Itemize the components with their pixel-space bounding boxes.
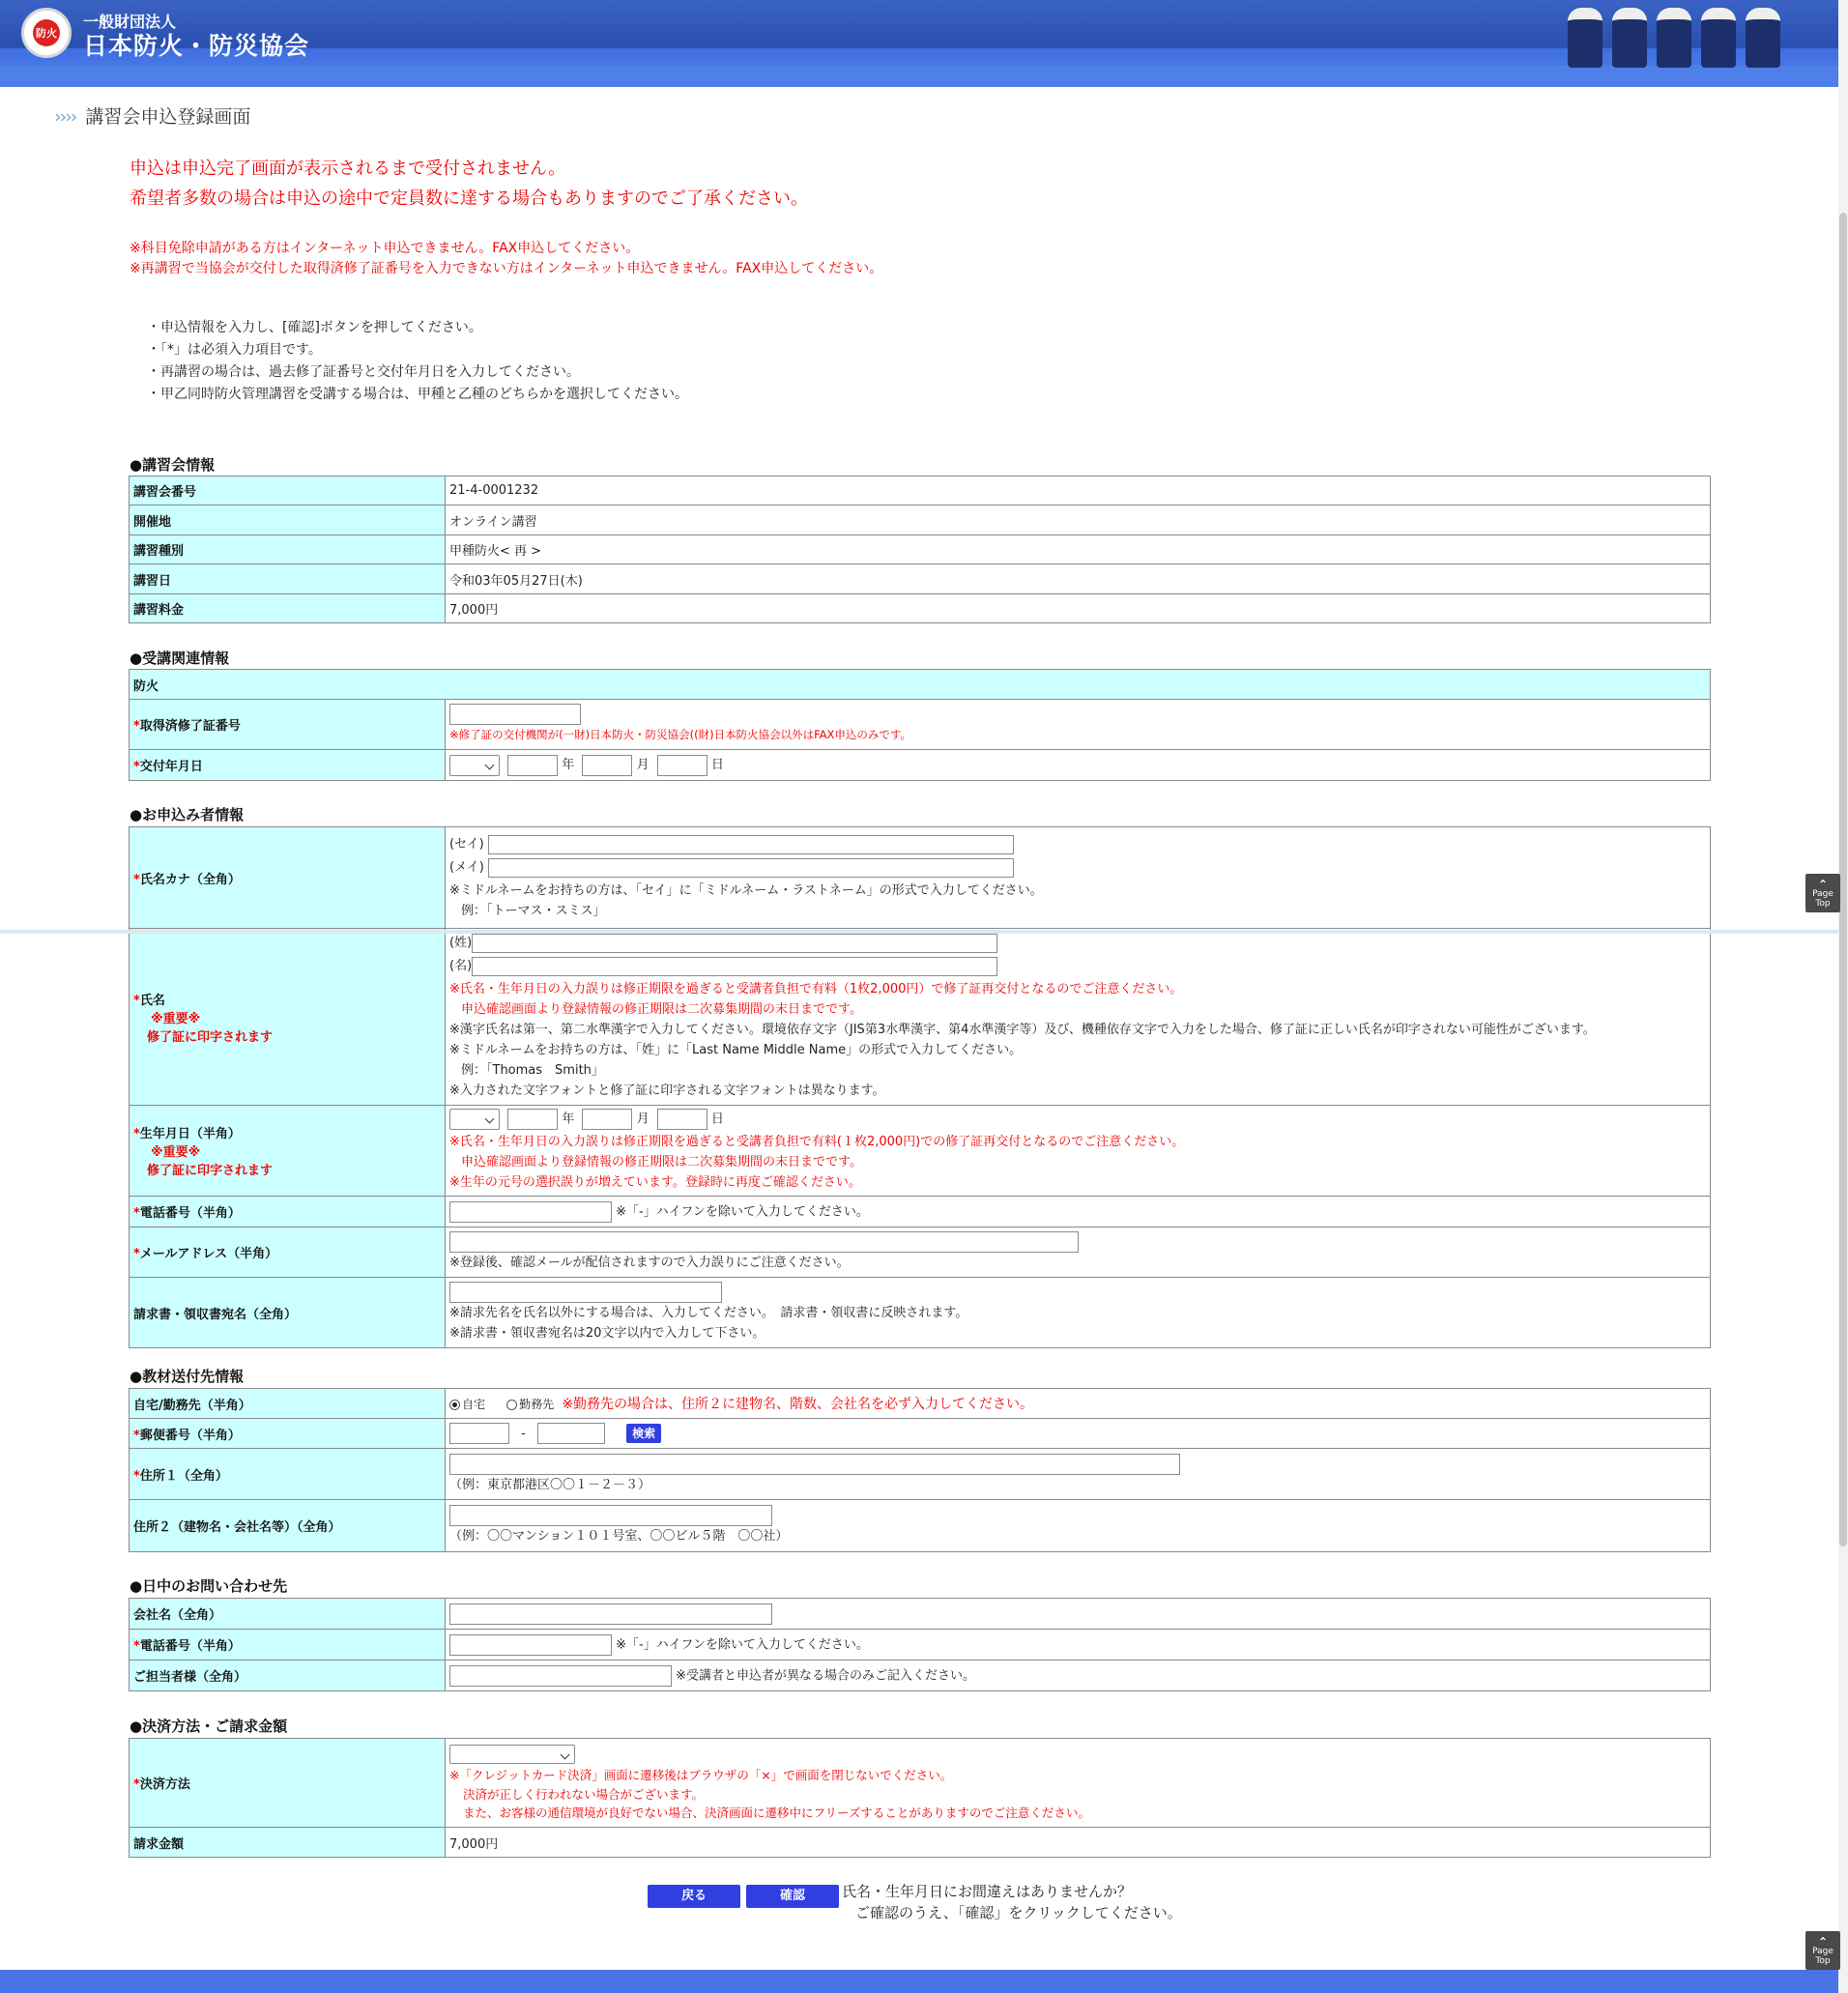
- required-mark: *: [133, 1468, 140, 1484]
- name-mei-label: (名): [449, 959, 473, 973]
- up-arrow-icon: ⌃: [1817, 878, 1829, 891]
- required-mark: *: [133, 872, 140, 887]
- address1-label: [130, 1449, 446, 1500]
- birth-day-input[interactable]: [657, 1109, 707, 1130]
- table-row: [130, 1739, 1711, 1828]
- work-radio-label[interactable]: 勤務先: [519, 1398, 555, 1411]
- name-sei-row: [449, 933, 1706, 956]
- birth-note-2: 申込確認画面より登録情報の修正期限は二次募集期間の末日までです。: [461, 1155, 862, 1170]
- table-row: [130, 1599, 1711, 1630]
- screenshot-seam: [0, 930, 1838, 934]
- table-row: [130, 700, 1711, 750]
- invoice-name-input[interactable]: [449, 1282, 722, 1303]
- company-input[interactable]: [449, 1603, 772, 1625]
- email-label: [130, 1228, 446, 1278]
- zip-first-input[interactable]: [449, 1423, 509, 1444]
- logo-text: 防火: [33, 19, 60, 46]
- address2-example: （例：〇〇マンション１０１号室、〇〇ビル５階 〇〇社）: [449, 1529, 789, 1544]
- name-kana-cell: [446, 827, 1711, 929]
- section-daytime-heading: ●日中のお問い合わせ先: [130, 1577, 288, 1595]
- table-row: [130, 1828, 1711, 1858]
- required-mark: *: [133, 1247, 140, 1261]
- material-info-table: [129, 1388, 1711, 1552]
- section-attend-heading: ●受講関連情報: [130, 650, 230, 667]
- table-row: [130, 1278, 1711, 1348]
- mascot-illustration: [1568, 0, 1809, 68]
- zip-cell: [446, 1419, 1711, 1449]
- zip-search-button[interactable]: 検索: [626, 1424, 661, 1443]
- name-note-2: 申込確認画面より登録情報の修正期限は二次募集期間の末日までです。: [461, 1002, 862, 1017]
- name-note-6: ※入力された文字フォントと修了証に印字される文字フォントは異なります。: [449, 1083, 885, 1098]
- email-note: ※登録後、確認メールが配信されますので入力誤りにご注意ください。: [449, 1256, 850, 1270]
- birth-label-text: 生年月日（半角）: [139, 1127, 241, 1141]
- destination-note: ※勤務先の場合は、住所２に建物名、階数、会社名を必ず入力してください。: [562, 1397, 1034, 1412]
- birth-cell: [446, 1106, 1711, 1197]
- daytime-tel-cell: [446, 1630, 1711, 1661]
- page-top-button[interactable]: [1805, 874, 1840, 912]
- daytime-contact-table: [129, 1598, 1711, 1691]
- required-mark: *: [133, 993, 140, 1008]
- birth-inputs: [449, 1109, 1706, 1132]
- venue-label: 開催地: [130, 505, 446, 535]
- notice-line-2: 希望者多数の場合は申込の途中で定員数に達する場合もありますのでご了承ください。: [130, 188, 808, 209]
- person-input[interactable]: [449, 1665, 672, 1687]
- course-info-table: [129, 476, 1711, 623]
- kana-mei-row: [449, 857, 1706, 881]
- table-row: [130, 505, 1711, 535]
- email-input[interactable]: [449, 1231, 1079, 1253]
- name-kana-label-text: 氏名カナ（全角）: [139, 872, 241, 887]
- zip-hyphen: -: [521, 1426, 526, 1441]
- cert-number-cell: [446, 700, 1711, 750]
- print-notice: 修了証に印字されます: [147, 1164, 274, 1178]
- table-row: [130, 1197, 1711, 1228]
- course-number-value: 21-4-0001232: [446, 477, 1711, 505]
- required-mark: *: [133, 719, 140, 734]
- confirm-message-line1: 氏名・生年月日にお間違えはありませんか？: [842, 1883, 1133, 1900]
- birth-note-3: ※生年の元号の選択誤りが増えています。登録時に再度ご確認ください。: [449, 1175, 861, 1190]
- table-row: [130, 535, 1711, 564]
- person-cell: [446, 1661, 1711, 1691]
- cert-number-note: ※修了証の交付機関が(一財)日本防火・防災協会((財)日本防火協会以外はFAX申込のみです。: [449, 728, 911, 741]
- table-row: [130, 477, 1711, 505]
- back-button[interactable]: 戻る: [648, 1885, 740, 1908]
- invoice-note-1: ※請求先名を氏名以外にする場合は、入力してください。 請求書・領収書に反映されます。: [449, 1306, 968, 1320]
- site-footer: [0, 1970, 1838, 1993]
- address2-cell: [446, 1500, 1711, 1552]
- invoice-name-cell: [446, 1278, 1711, 1348]
- course-fee-value: 7,000円: [446, 594, 1711, 623]
- required-mark: *: [133, 1206, 140, 1221]
- day-label: 日: [710, 758, 724, 773]
- attend-info-table: [129, 669, 1711, 781]
- amount-label: 請求金額: [130, 1828, 446, 1858]
- notice-small-1: ※科目免除申請がある方はインターネット申込できません。FAX申込してください。: [130, 241, 640, 256]
- table-row: [130, 594, 1711, 623]
- zip-label-text: 郵便番号（半角）: [139, 1428, 241, 1443]
- course-type-label: 講習種別: [130, 535, 446, 564]
- name-mei-row: [449, 956, 1706, 979]
- scrollbar-thumb[interactable]: [1839, 213, 1847, 1546]
- mouse-cursor-icon: [1383, 1715, 1402, 1735]
- month-label: 月: [636, 758, 650, 773]
- guide-item: ・甲乙同時防火管理講習を受講する場合は、甲種と乙種のどちらかを選択してください。: [147, 387, 688, 402]
- course-date-label: 講習日: [130, 564, 446, 594]
- table-row: [130, 1106, 1711, 1197]
- name-kana-label: [130, 827, 446, 929]
- course-type-value: 甲種防火< 再 >: [446, 535, 1711, 564]
- name-sei-label: (姓): [449, 936, 473, 950]
- table-row: [130, 1389, 1711, 1419]
- section-course-heading: ●講習会情報: [130, 456, 216, 474]
- table-row: [130, 827, 1711, 929]
- title-arrows-icon: ››››: [54, 106, 76, 128]
- table-row: [130, 1449, 1711, 1500]
- confirm-message-line2: ご確認のうえ、「確認」をクリックしてください。: [855, 1904, 1182, 1921]
- person-label: ご担当者様（全角）: [130, 1661, 446, 1691]
- payment-method-select[interactable]: [449, 1745, 575, 1764]
- zip-second-input[interactable]: [537, 1423, 605, 1444]
- table-row: [130, 1228, 1711, 1278]
- issue-year-input[interactable]: [507, 755, 558, 776]
- confirm-message: [842, 1881, 1182, 1923]
- required-mark: *: [133, 1777, 140, 1792]
- org-type: 一般財団法人: [83, 13, 177, 31]
- name-cell: [446, 929, 1711, 1106]
- name-label-row: [133, 990, 441, 1008]
- page-top-label-1: Page: [1812, 889, 1834, 899]
- issue-date-label-text: 交付年月日: [139, 760, 203, 774]
- company-cell: [446, 1599, 1711, 1630]
- address1-example: （例：東京都港区〇〇１－２－３）: [449, 1477, 651, 1492]
- payment-table: [129, 1738, 1711, 1858]
- issue-date-cell: [446, 750, 1711, 781]
- kana-note-2: 例：「トーマス・スミス」: [461, 904, 606, 918]
- table-row: [130, 1500, 1711, 1552]
- name-label: [130, 929, 446, 1106]
- payment-note-1: ※「クレジットカード決済」画面に遷移後はブラウザの「×」で画面を閉じないでください。: [449, 1767, 953, 1782]
- email-label-text: メールアドレス（半角）: [139, 1247, 278, 1261]
- venue-value: オンライン講習: [446, 505, 1711, 535]
- month-label: 月: [636, 1112, 650, 1127]
- important-mark: ※重要※: [151, 1145, 201, 1160]
- cert-number-label: [130, 700, 446, 750]
- page-top-button[interactable]: [1805, 1931, 1840, 1970]
- guide-item: ・申込情報を入力し、[確認]ボタンを押してください。: [147, 320, 482, 335]
- table-row: [130, 670, 1711, 700]
- daytime-tel-label: [130, 1630, 446, 1661]
- address2-label: 住所２（建物名・会社名等）（全角）: [130, 1500, 446, 1552]
- birth-label-row: [133, 1123, 441, 1141]
- payment-method-label-text: 決済方法: [139, 1777, 190, 1792]
- important-mark: ※重要※: [151, 1011, 201, 1026]
- course-number-label: 講習会番号: [130, 477, 446, 505]
- cert-number-input[interactable]: [449, 704, 581, 725]
- amount-value: 7,000円: [446, 1828, 1711, 1858]
- address1-input[interactable]: [449, 1454, 1180, 1475]
- daytime-tel-note: ※「-」ハイフンを除いて入力してください。: [616, 1637, 869, 1652]
- cert-number-label-text: 取得済修了証番号: [139, 719, 241, 734]
- work-radio[interactable]: [506, 1400, 517, 1410]
- course-date-value: 令和03年05月27日(木): [446, 564, 1711, 594]
- kana-sei-label: (セイ): [449, 837, 484, 852]
- up-arrow-icon: ⌃: [1817, 1935, 1829, 1949]
- payment-method-cell: [446, 1739, 1711, 1828]
- kana-mei-label: (メイ): [449, 860, 484, 875]
- email-cell: [446, 1228, 1711, 1278]
- address2-input[interactable]: [449, 1505, 772, 1526]
- address1-cell: [446, 1449, 1711, 1500]
- name-sei-input[interactable]: [472, 934, 997, 953]
- guide-item: ・「*」は必須入力項目です。: [147, 342, 322, 358]
- zip-label: [130, 1419, 446, 1449]
- notice-small-2: ※再講習で当協会が交付した取得済修了証番号を入力できない方はインターネット申込できません。FAX申込してください。: [130, 261, 883, 276]
- company-label: 会社名（全角）: [130, 1599, 446, 1630]
- table-row: [130, 1630, 1711, 1661]
- confirm-button[interactable]: 確認: [746, 1885, 839, 1908]
- issue-date-label: [130, 750, 446, 781]
- name-label-text: 氏名: [139, 993, 165, 1008]
- kana-sei-input[interactable]: [488, 835, 1014, 854]
- person-note: ※受講者と申込者が異なる場合のみご記入ください。: [676, 1668, 976, 1683]
- name-note-4: ※ミドルネームをお持ちの方は、「姓」に「Last Name Middle Name」の形式で入力してください。: [449, 1043, 1023, 1057]
- home-radio[interactable]: [449, 1400, 460, 1410]
- table-row: [130, 1661, 1711, 1691]
- year-label: 年: [562, 1112, 575, 1127]
- required-mark: *: [133, 1127, 140, 1141]
- name-note-3: ※漢字氏名は第一、第二水準漢字で入力してください。環境依存文字（JIS第3水準漢字、第4水準漢字等）及び、機種依存文字で入力をした場合、修了証に正しい氏名が印字されない可能性がございます。: [449, 1023, 1596, 1037]
- page-top-label-1: Page: [1812, 1947, 1834, 1956]
- table-row: [130, 1419, 1711, 1449]
- required-mark: *: [133, 1639, 140, 1654]
- kana-note-1: ※ミドルネームをお持ちの方は、「セイ」に「ミドルネーム・ラストネーム」の形式で入力してください。: [449, 883, 1043, 898]
- notice-line-1: 申込は申込完了画面が表示されるまで受付されません。: [130, 159, 566, 179]
- page-title: [54, 102, 250, 129]
- kana-sei-row: [449, 834, 1706, 857]
- site-header: [0, 0, 1838, 87]
- guide-item: ・再講習の場合は、過去修了証番号と交付年月日を入力してください。: [147, 364, 580, 380]
- applicant-info-table: [129, 826, 1711, 1348]
- birth-month-input[interactable]: [582, 1109, 632, 1130]
- invoice-name-label: 請求書・領収書宛名（全角）: [130, 1278, 446, 1348]
- birth-label: [130, 1106, 446, 1197]
- daytime-tel-input[interactable]: [449, 1634, 612, 1656]
- name-note-5: 例：「Thomas Smith」: [461, 1063, 604, 1078]
- home-radio-label[interactable]: 自宅: [462, 1398, 486, 1411]
- name-mei-input[interactable]: [472, 957, 997, 976]
- scrollbar[interactable]: [1838, 0, 1848, 1993]
- issue-month-input[interactable]: [582, 755, 632, 776]
- page-title-text: 講習会申込登録画面: [85, 106, 251, 128]
- tel-label: [130, 1197, 446, 1228]
- required-mark: *: [133, 760, 140, 774]
- payment-note-2: 決済が正しく行われない場合がございます。: [463, 1786, 705, 1802]
- destination-cell: [446, 1389, 1711, 1419]
- page-top-label-2: Top: [1815, 899, 1831, 909]
- section-payment-heading: ●決済方法・ご請求金額: [130, 1718, 288, 1735]
- table-row: [130, 564, 1711, 594]
- name-note-1: ※氏名・生年月日の入力誤りは修正期限を過ぎると受講者負担で有料（1枚2,000円）で修了証再交付となるのでご注意ください。: [449, 982, 1183, 996]
- section-material-heading: ●教材送付先情報: [130, 1368, 245, 1385]
- tel-input[interactable]: [449, 1201, 612, 1223]
- kana-mei-input[interactable]: [488, 858, 1014, 878]
- payment-method-label: [130, 1739, 446, 1828]
- required-mark: *: [133, 1428, 140, 1443]
- table-row: [130, 750, 1711, 781]
- tel-note: ※「-」ハイフンを除いて入力してください。: [616, 1204, 869, 1219]
- print-notice: 修了証に印字されます: [147, 1029, 274, 1045]
- birth-note-1: ※氏名・生年月日の入力誤りは修正期限を過ぎると受講者負担で有料(１枚2,000円)での修了証再交付となるのでご注意ください。: [449, 1135, 1185, 1149]
- section-applicant-heading: ●お申込み者情報: [130, 806, 245, 823]
- page-top-label-2: Top: [1815, 1956, 1831, 1966]
- course-fee-label: 講習料金: [130, 594, 446, 623]
- birth-era-select[interactable]: [449, 1109, 500, 1130]
- daytime-tel-label-text: 電話番号（半角）: [139, 1639, 241, 1654]
- day-label: 日: [710, 1112, 724, 1127]
- destination-label: 自宅/勤務先（半角）: [130, 1389, 446, 1419]
- table-row: [130, 929, 1711, 1106]
- issue-era-select[interactable]: [449, 755, 500, 776]
- org-logo-icon[interactable]: [21, 8, 72, 58]
- tel-label-text: 電話番号（半角）: [139, 1206, 241, 1221]
- address1-label-text: 住所１（全角）: [139, 1468, 228, 1484]
- invoice-note-2: ※請求書・領収書宛名は20文字以内で入力して下さい。: [449, 1326, 765, 1341]
- org-name: 日本防火・防災協会: [83, 32, 310, 60]
- payment-note-3: また、お客様の通信環境が良好でない場合、決済画面に遷移中にフリーズすることがありますのでご注意ください。: [463, 1805, 1090, 1820]
- birth-year-input[interactable]: [507, 1109, 558, 1130]
- header-band: [0, 66, 1838, 87]
- tel-cell: [446, 1197, 1711, 1228]
- attend-band-label: 防火: [130, 670, 1711, 700]
- issue-day-input[interactable]: [657, 755, 707, 776]
- year-label: 年: [562, 758, 575, 773]
